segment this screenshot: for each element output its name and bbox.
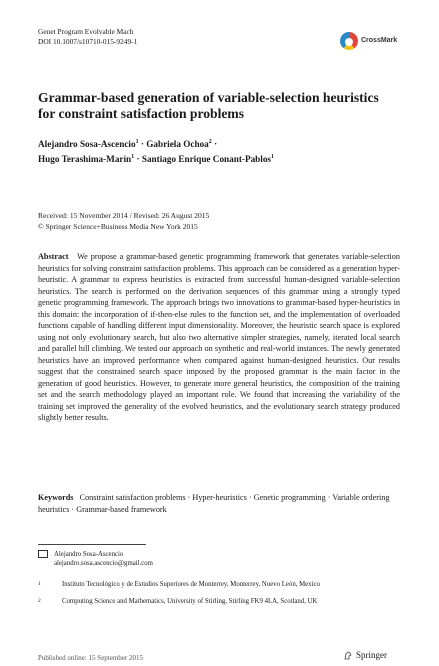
crossmark-icon	[340, 32, 358, 50]
springer-label: Springer	[356, 650, 387, 660]
published-online: Published online: 15 September 2015	[38, 654, 143, 662]
received-revised: Received: 15 November 2014 / Revised: 26 August 2015	[38, 211, 210, 220]
keywords	[38, 492, 400, 515]
footnote-divider	[38, 544, 146, 545]
doi[interactable]: DOI 10.1007/s10710-015-9249-1	[38, 37, 138, 46]
abstract-heading: Abstract	[38, 252, 69, 261]
paper-title: Grammar-based generation of variable-selection heuristics for constraint satisfaction problems	[38, 90, 379, 121]
journal-header	[38, 27, 137, 47]
affiliation-2: 2 Computing Science and Mathematics, University of Stirling, Stirling FK9 4LA, Scotland, UK	[38, 598, 318, 605]
crossmark-label: CrossMark	[361, 37, 398, 44]
springer-logo	[343, 650, 387, 660]
affiliation-1: 1 Instituto Tecnológico y de Estudios Superiores de Monterrey, Monterrey, Nuevo León, Mexico	[38, 581, 320, 588]
dates-block	[38, 211, 398, 232]
keywords-heading: Keywords	[38, 493, 74, 502]
author[interactable]: Hugo Terashima-Marín$^1$	[38, 154, 135, 165]
springer-horse-icon	[343, 650, 353, 660]
envelope-icon	[38, 550, 48, 558]
author[interactable]: Gabriela Ochoa$^2$	[146, 139, 212, 150]
copyright: © Springer Science+Business Media New York 2015	[38, 221, 198, 231]
author[interactable]: Santiago Enrique Conant-Pablos$^1$	[141, 154, 275, 165]
author[interactable]: Alejandro Sosa-Ascencio$^1$	[38, 139, 139, 150]
email-link[interactable]: alejandro.sosa.ascencio@gmail.com	[54, 560, 153, 567]
crossmark-badge[interactable]	[340, 31, 400, 53]
abstract-text: We propose a grammar-based genetic programming framework that generates variable-selection heuristics for solving constraint satisfaction problems. This approach can be considered as a generation hyper-heuristic. A grammar to express heuristics is extracted from successful human-designed variable-selection heuristics. The search is performed on the derivation sequences of this grammar using a strongly typed genetic programming framework. The approach brings two innovations to grammar-based hyper-heuristics in this domain: the incorporation of if-then-else rules to the function set, and the implementation of overloaded functions capable of handling different input dimensionality. Moreover, the heuristic search space is explored using not only evolutionary search, but also two alternative simpler strategies, namely, iterated local search and parallel hill climbing. We tested our approach on synthetic and real-world instances. The newly generated heuristics have an improved performance when compared against human-designed heuristics. Our results suggest that the constrained search space imposed by the proposed grammar is the main factor in the generation of good heuristics. However, to generate more general heuristics, the composition of the training set and the search methodology played an important role. We found that increasing the variability of the training set improved the generality of the evolved heuristics, and the evolutionary search strategy produced slightly better results.	[38, 252, 400, 422]
journal-name: Genet Program Evolvable Mach	[38, 27, 134, 36]
author-list: Alejandro Sosa-Ascencio$^1$ · Gabriela Ochoa$^2$ · Hugo Terashima-Marín$^1$ · Santiago Enrique Conant-Pablos$^1$	[38, 139, 275, 165]
keywords-text: Constraint satisfaction problems · Hyper-heuristics · Genetic programming · Variable ordering heuristics · Grammar-based framework	[38, 493, 390, 514]
corresponding-author: Alejandro Sosa-Ascencio	[54, 551, 124, 558]
correspondence	[38, 550, 153, 568]
abstract	[38, 251, 400, 424]
